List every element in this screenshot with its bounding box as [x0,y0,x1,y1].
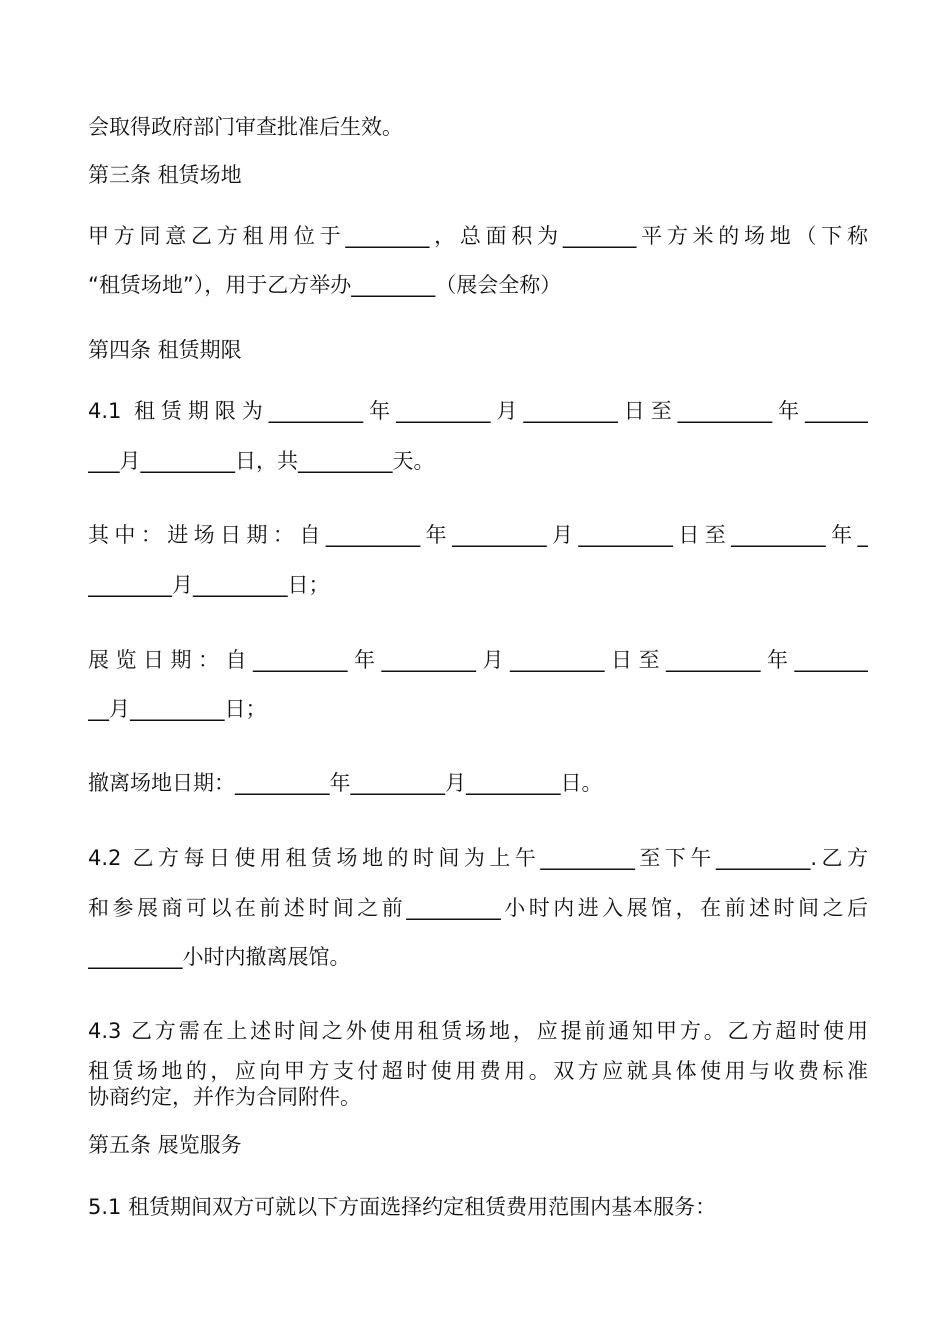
text-line-17: 租赁场地的，应向甲方支付超时使用费用。双方应就具体使用与收费标准 [88,1059,868,1083]
text-line-3: 甲方同意乙方租用位于________，总面积为_______平方米的场地（下称 [88,224,868,248]
text-line-12: 撤离场地日期：_________年_________月_________日。 [88,771,603,795]
text-line-15: _________小时内撤离展馆。 [88,945,351,969]
text-line-1: 会取得政府部门审查批准后生效。 [88,115,403,139]
text-line-7: ___月_________日，共_________天。 [88,449,435,473]
text-line-11: __月_________日； [88,697,267,721]
text-line-9: ________月_________日； [88,573,330,597]
text-line-16: 4.3 乙方需在上述时间之外使用租赁场地，应提前通知甲方。乙方超时使用 [88,1019,868,1043]
section-heading-4: 第四条 租赁期限 [88,338,242,362]
text-line-10: 展览日期：自_________年_________月_________日至_________年_______ [88,648,868,672]
text-line-13: 4.2 乙方每日使用租赁场地的时间为上午_________至下午_________.乙方 [88,846,868,870]
text-line-8: 其中：进场日期：自_________年_________月_________日至_________年_ [88,523,868,547]
section-heading-3: 第三条 租赁场地 [88,163,242,187]
text-line-6: 4.1 租赁期限为_________年_________月_________日至_________年______ [88,399,868,423]
text-line-4: “租赁场地”），用于乙方举办________（展会全称） [88,273,562,297]
section-heading-5: 第五条 展览服务 [88,1133,242,1157]
text-line-14: 和参展商可以在前述时间之前_________小时内进入展馆，在前述时间之后 [88,896,868,920]
text-line-20: 5.1 租赁期间双方可就以下方面选择约定租赁费用范围内基本服务： [88,1195,717,1219]
text-line-18: 协商约定，并作为合同附件。 [88,1085,361,1109]
